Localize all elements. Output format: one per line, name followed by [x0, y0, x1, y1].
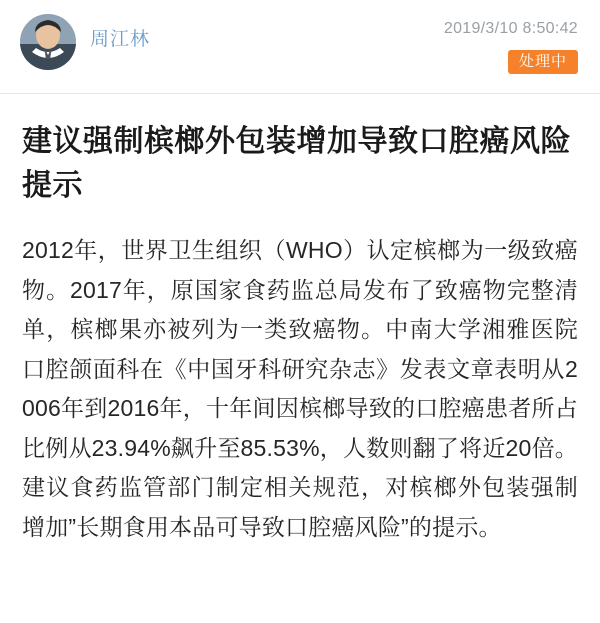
timestamp: 2019/3/10 8:50:42 — [443, 20, 578, 37]
article-header — [0, 0, 600, 94]
page-title: 建议强制槟榔外包装增加导致口腔癌风险提示 — [22, 125, 571, 202]
user-avatar-photo-icon — [20, 14, 76, 70]
article-paragraph: 2012年，世界卫生组织（WHO）认定槟榔为一级致癌物。2017年，原国家食药监总局发布了致癌物完整清单，槟榔果亦被列为一类致癌物。中南大学湘雅医院口腔颌面科在《中国牙科研究杂志》发表文章表明从2006年到2016年，十年间因槟榔导致的口腔癌患者所占比例从23.94%飙升至85.53%，人数则翻了将近20倍。建议食药监管部门制定相关规范，对槟榔外包装强制增加”长期食用本品可导致口腔癌风险”的提示。 — [22, 237, 578, 540]
article-body-container — [0, 94, 600, 547]
status-badge[interactable]: 处理中 — [508, 50, 578, 74]
avatar[interactable] — [20, 14, 76, 70]
header-meta — [444, 14, 578, 74]
author-name: 周江林 — [90, 29, 151, 50]
